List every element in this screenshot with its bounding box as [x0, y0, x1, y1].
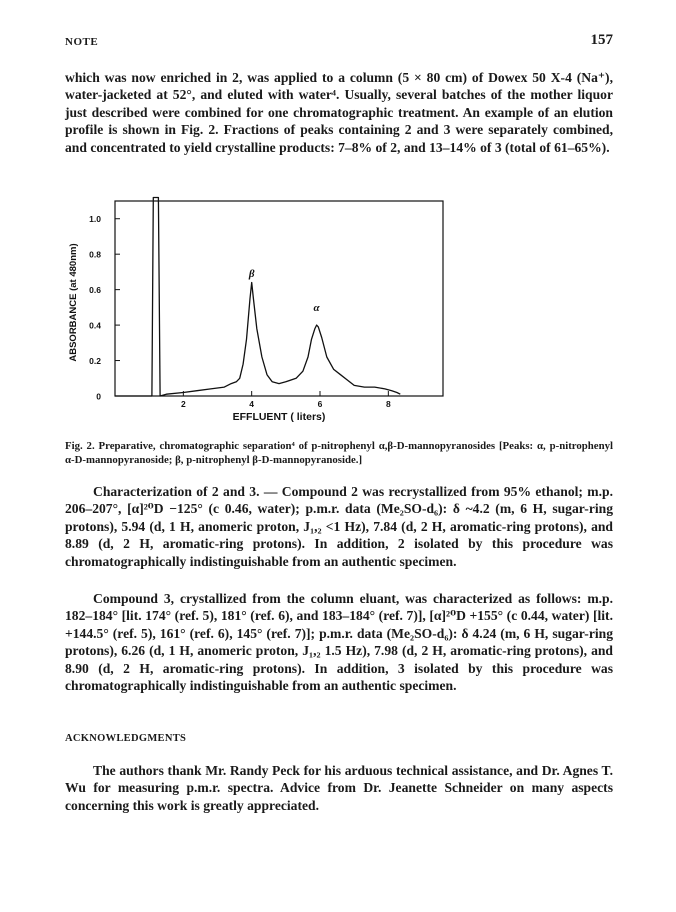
- x-axis-label: EFFLUENT ( liters): [232, 411, 326, 423]
- series-line: [115, 198, 400, 397]
- body-paragraph-1: which was now enriched in 2, was applied to a column (5 × 80 cm) of Dowex 50 X-4 (Na⁺), water-jacketed at 52°, and eluted with water⁴. Usually, several batches of the mother liquor just described were combined for one chromatographic treatment. An example of an elution profile is shown in Fig. 2. Fractions of peaks containing 2 and 3 were separately combined, and concentrated to yield crystalline products: 7–8% of 2, and 13–14% of 3 (total of 61–65%).: [65, 70, 613, 155]
- y-tick-label: 0.8: [89, 249, 101, 260]
- section-label: NOTE: [65, 36, 99, 48]
- y-tick-label: 0.2: [89, 356, 101, 367]
- peak-label: α: [313, 301, 320, 314]
- x-tick-label: 6: [317, 399, 323, 409]
- y-tick-label: 0.6: [89, 285, 101, 296]
- body-paragraph-2: Characterization of 2 and 3. — Compound 2 was recrystallized from 95% ethanol; m.p. 206–207°, [α]²⁰D −125° (c 0.46, water); p.m.r. data (Me₂SO-d₆): δ ~4.2 (m, 6 H, sugar-ring protons), 5.94 (d, 1 H, anomeric proton, J₁,₂ <1 Hz), 7.84 (d, 2 H, aromatic-ring protons), and 8.89 (d, 2 H, aromatic-ring protons). In addition, 2 isolated by this procedure was chromatographically indistinguishable from an authentic specimen.: [65, 484, 613, 569]
- elution-profile-chart: [60, 196, 455, 424]
- page-number: 157: [590, 32, 613, 48]
- figure-caption: Fig. 2. Preparative, chromatographic separation⁴ of p-nitrophenyl α,β-D-mannopyranosides [Peaks: α, p-nitrophenyl α-D-mannopyranoside; β, p-nitrophenyl β-D-mannopyranoside.]: [65, 440, 613, 466]
- y-tick-label: 0.4: [89, 320, 101, 331]
- chart-ticks: [89, 214, 391, 409]
- running-head: [65, 32, 613, 52]
- chart-annotations: [248, 268, 321, 314]
- plot-frame: [115, 201, 443, 396]
- x-tick-label: 8: [385, 399, 391, 409]
- peak-label: β: [248, 268, 255, 281]
- y-axis-label: ABSORBANCE (at 480nm): [68, 243, 79, 362]
- body-paragraph-3: Compound 3, crystallized from the column eluant, was characterized as follows: m.p. 182–184° [lit. 174° (ref. 5), 181° (ref. 6), and 183–184° (ref. 7)], [α]²⁰D +155° (c 0.44, water) [lit. +144.5° (ref. 5), 161° (ref. 6), 145° (ref. 7)]; p.m.r. data (Me₂SO-d₆): δ 4.24 (m, 6 H, sugar-ring protons), 6.26 (d, 1 H, anomeric proton, J₁,₂ 1.5 Hz), 7.98 (d, 2 H, aromatic-ring protons), and 8.90 (d, 2 H, aromatic-ring protons). In addition, 3 isolated by this procedure was chromatographically indistinguishable from an authentic specimen.: [65, 591, 613, 694]
- x-tick-label: 2: [180, 399, 186, 409]
- chart-axes: [115, 201, 443, 396]
- acknowledgments-paragraph: The authors thank Mr. Randy Peck for his arduous technical assistance, and Dr. Agnes T. Wu for measuring p.m.r. spectra. Advice from Dr. Jeanette Schneider on many aspects concerning this work is greatly appreciated.: [65, 763, 613, 813]
- y-tick-label: 1.0: [89, 214, 101, 225]
- y-tick-label: 0: [96, 391, 101, 402]
- section-heading: ACKNOWLEDGMENTS: [65, 733, 187, 744]
- x-tick-label: 4: [249, 399, 255, 409]
